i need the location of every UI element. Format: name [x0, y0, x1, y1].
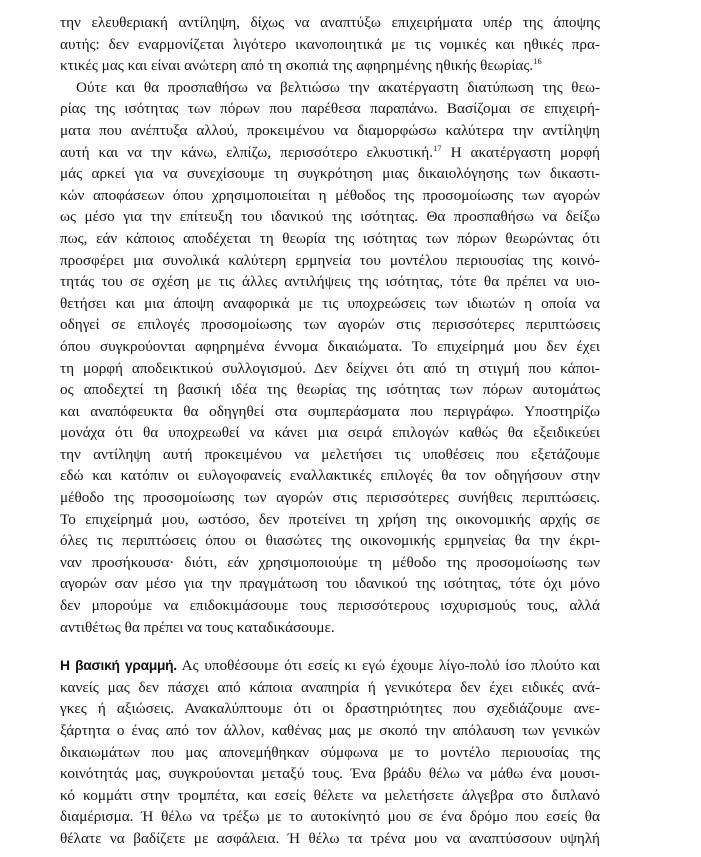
text-line: αγορών σαν μέσο για την πραγμάτωση του ιδανικού της ισότητας, τότε όχι μόνο: [60, 575, 600, 593]
text-line: τη μορφή αποδεικτικού συλλογισμού. Δεν δείχνει ότι από τη στιγμή που κάποι-: [60, 359, 600, 377]
text-line: τητάς του σε σχέση με τις άλλες αντιλήψεις της ισότητας, τότε θα πρέπει να υιο-: [60, 273, 600, 291]
text-line: μονάχα ότι θα υποχρεωθεί να κάνει μια σειρά επιλογών καθώς θα εξειδικεύει: [60, 424, 600, 442]
text-line: ως μέσο για την επίτευξη του ιδανικού της ισότητας. Θα προσπαθήσω να δείξω: [60, 208, 600, 226]
text-line: μέθοδο της προσομοίωσης των αγορών στις περισσότερες συνήθεις περιπτώσεις.: [60, 489, 600, 507]
text-line: και αναπόφευκτα θα οδηγηθεί στα συμπεράσματα που περιγράφω. Υποστηρίζω: [60, 402, 600, 420]
section-basic-line: [60, 655, 600, 849]
text-line: ματα που ανέπτυξα αλλού, προκειμένου να διαμορφώσω καλύτερα την αντίληψη: [60, 121, 600, 139]
text-line: αυτής: δεν εναρμονίζεται λιγότερο ικανοποιητικά με τις νομικές και ηθικές πρα-: [60, 35, 600, 53]
text-line: [60, 655, 600, 677]
text-line: Το επιχείρημά μου, ωστόσο, δεν προτείνει τη χρήση της οικονομικής αρχής σε: [60, 510, 600, 528]
text-line: [60, 142, 600, 164]
text-line: γκες ή αξιώσεις. Ανακαλύπτουμε ότι οι δραστηριότητες που σχεδιάζουμε ανε-: [60, 700, 600, 718]
text-line: κανείς μας δεν πάσχει από κάποια αναπηρία ή γενικότερα δεν έχει ειδικές ανά-: [60, 678, 600, 696]
text-segment: αυτή και να την κάνω, ελπίζω, περισσότερο ελκυστική.: [60, 143, 434, 161]
section-gap: [60, 638, 600, 655]
paragraph-2: [60, 77, 600, 638]
paragraph-1: [60, 12, 600, 77]
footnote-ref-16[interactable]: 16: [533, 56, 542, 67]
text-line: μάς αρκεί για να συνεχίσουμε τη συγκρότηση μιας δικαιολόγησης των δικαστι-: [60, 165, 600, 183]
text-line: την ελευθεριακή αντίληψη, δίχως να αναπτύξω επιχειρήματα υπέρ της άποψης: [60, 14, 600, 31]
text-segment: Ας υποθέσουμε ότι εσείς κι εγώ έχουμε λίγο-πολύ ίσο πλούτο και: [176, 657, 600, 675]
text-line: προσφέρει μια συνολικά καλύτερη ερμηνεία του μοντέλου περιουσίας της κοινό-: [60, 251, 600, 269]
text-segment: κτικές μας και είναι ανώτερη από τη σκοπιά της αφηρημένης ηθικής θεωρίας.: [60, 57, 534, 75]
footnote-ref-17[interactable]: 17: [433, 142, 442, 153]
text-line: Ούτε και θα προσπαθήσω να βελτιώσω την ακατέργαστη διατύπωση της θεω-: [76, 78, 600, 96]
text-line: ξάρτητα ο ένας από τον άλλον, καθένας μας με σκοπό την απόλαυση των γενικών: [60, 722, 600, 739]
text-line: θετήσει και μια άποψη αναφορικά με τις υποχρεώσεις των ιδιωτών η οποία να: [60, 294, 600, 312]
text-line: ναν προσήκουσα· διότι, εάν χρησιμοποιούμε τη μέθοδο της προσομοίωσης των: [60, 553, 600, 571]
text-line: αντιθέτως θα πρέπει να τους καταδικάσουμε.: [60, 618, 335, 636]
text-line: πως, εάν κάποιος αποδέχεται τη θεωρία της ισότητας των πόρων θεωρώντας ότι: [60, 229, 600, 247]
text-line: διαμέρισμα. Ή θέλω να τρέξω με το αυτοκίνητό μου σε ένα δρόμο που εσείς θα: [60, 808, 600, 826]
text-line: κό κομμάτι στην τρομπέτα, και εσείς θέλετε να μελετήσετε άλγεβρα στο διπλανό: [60, 786, 600, 804]
text-line: ρίας της ισότητας των πόρων που παρέθεσα παραπάνω. Βασίζομαι σε επιχειρή-: [60, 100, 600, 118]
text-line: δικαιωμάτων που μας απονεμήθηκαν σύμφωνα με το μοντέλο περιουσίας της: [60, 743, 600, 761]
section-heading: Η βασική γραμμή.: [60, 658, 177, 674]
text-line: όπου συγκρούονται αφηρημένα έννομα δικαιώματα. Το επιχείρημά μου δεν έχει: [60, 337, 600, 355]
text-segment: Η ακατέργαστη μορφή: [441, 143, 601, 161]
text-line: την αντίληψη αυτή προκειμένου να μελετήσει τις υποθέσεις που εξετάζουμε: [60, 445, 600, 463]
text-line: [60, 55, 600, 77]
document-page: [60, 0, 600, 850]
text-line: κοινότητάς μας, συγκρούονται μεταξύ τους. Ένα βράδυ θέλω να μάθω ένα μουσι-: [60, 765, 600, 783]
text-line: δεν μπορούμε να επιδοκιμάσουμε τους περισσότερους ισχυρισμούς τους, αλλά: [60, 597, 600, 615]
text-line: όλες τις περιπτώσεις όπου οι θιασώτες της οικονομικής ερμηνείας θα την έκρι-: [60, 532, 600, 550]
text-line: θέλατε να βαδίζετε με ασφάλεια. Ή θέλω τα τρένα μου να αναπτύσσουν υψηλή: [60, 829, 600, 847]
text-line: κών αποφάσεων όπου χρησιμοποιείται η μέθοδος της προσομοίωσης των αγορών: [60, 186, 600, 204]
text-line: ος αποδεχτεί τη βασική ιδέα της θεωρίας της ισότητας των πόρων αυτομάτως: [60, 381, 600, 399]
text-line: οδηγεί σε επιλογές προσομοίωσης των αγορών στις περισσότερες περιπτώσεις: [60, 316, 600, 334]
text-line: εδώ και κατόπιν οι ευλογοφανείς εναλλακτικές επιλογές θα τον οδηγήσουν στην: [60, 467, 600, 485]
